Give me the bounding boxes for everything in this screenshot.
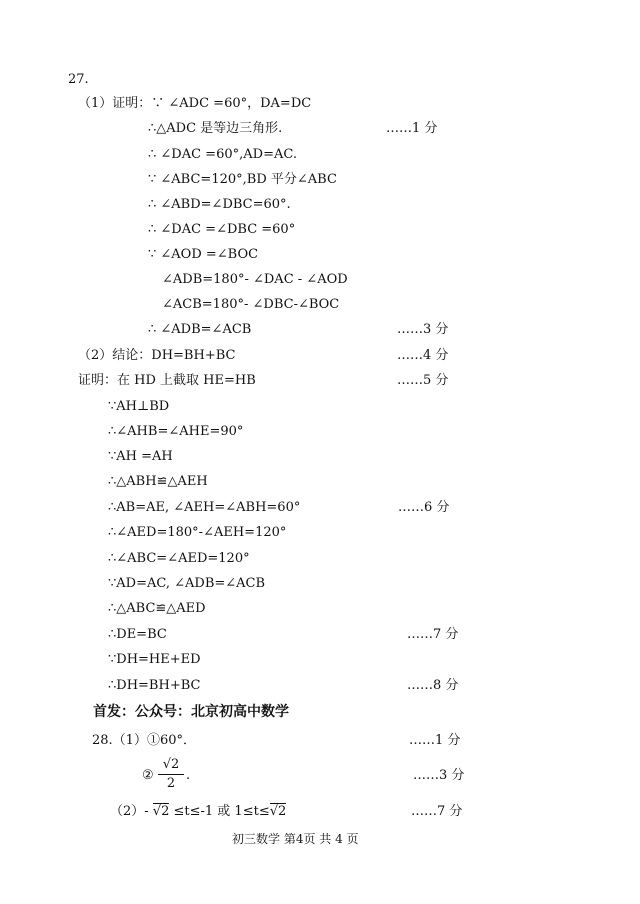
proof-line: ∴ ∠ABD=∠DBC=60°. [148, 197, 291, 212]
score-mark: ……3 分 [397, 322, 449, 337]
proof-line: ∴∠AED=180°-∠AEH=120° [108, 525, 287, 540]
fraction-bar [158, 774, 184, 775]
proof-line: ∴∠AHB=∠AHE=90° [108, 424, 244, 439]
fraction-numerator: √2 [162, 757, 180, 772]
proof-line: ∠ACB=180°- ∠DBC-∠BOC [162, 297, 340, 312]
proof-line: ∴ ∠DAC =60°,AD=AC. [148, 147, 297, 162]
sqrt-2: √2 [152, 804, 170, 819]
proof-line: ∴△ABC≌△AED [108, 601, 206, 616]
fraction-sqrt2-over-2 [158, 757, 184, 792]
score-mark: ……1 分 [409, 733, 461, 748]
proof-line: ∴AB=AE, ∠AEH=∠ABH=60° [108, 500, 301, 515]
score-mark: ……8 分 [407, 678, 459, 693]
proof-line: ∴ ∠ADB=∠ACB [148, 322, 252, 337]
proof-line: ∴DE=BC [108, 627, 167, 642]
question-27-number: 27. [68, 72, 89, 87]
proof-line: ∵DH=HE+ED [108, 652, 201, 667]
q28-part2-line [110, 804, 286, 820]
proof-line: （2）结论：DH=BH+BC [78, 348, 236, 363]
proof-line: ∴DH=BH+BC [108, 678, 201, 693]
sqrt-2: √2 [269, 804, 287, 819]
proof-line: ∵ ∠AOD =∠BOC [148, 247, 259, 262]
source-note: 首发：公众号：北京初高中数学 [93, 704, 289, 720]
proof-line: （1）证明：∵ ∠ADC =60°，DA=DC [78, 96, 312, 111]
proof-line: ∠ADB=180°- ∠DAC - ∠AOD [162, 272, 348, 287]
proof-line: ∵AH⊥BD [108, 399, 170, 414]
q28-part2-text-a: （2）- [110, 804, 153, 819]
fraction-denominator: 2 [166, 776, 176, 791]
question-28-line1: 28.（1）①60°． [92, 733, 196, 748]
score-mark: ……5 分 [397, 373, 449, 388]
q28-item2-suffix: . [186, 768, 191, 783]
proof-line: ∵ ∠ABC=120°,BD 平分∠ABC [148, 172, 337, 187]
score-mark: ……3 分 [413, 768, 465, 783]
score-mark: ……1 分 [386, 121, 438, 136]
proof-line: ∵AH =AH [108, 449, 173, 464]
proof-line: ∴∠ABC=∠AED=120° [108, 551, 250, 566]
score-mark: ……4 分 [397, 348, 449, 363]
q28-item2-label: ② [142, 768, 154, 783]
score-mark: ……6 分 [398, 500, 450, 515]
proof-line: 证明：在 HD 上截取 HE=HB [78, 373, 256, 388]
proof-line: ∵AD=AC, ∠ADB=∠ACB [108, 576, 266, 591]
score-mark: ……7 分 [407, 627, 459, 642]
proof-line: ∴△ABH≌△AEH [108, 474, 208, 489]
proof-line: ∴△ADC 是等边三角形. [148, 121, 283, 136]
page-footer: 初三数学 第4页 共 4 页 [232, 832, 359, 846]
q28-part2-text-c: ≤t≤-1 或 1≤t≤ [169, 804, 270, 819]
score-mark: ……7 分 [411, 804, 463, 819]
proof-line: ∴ ∠DAC =∠DBC =60° [148, 222, 296, 237]
